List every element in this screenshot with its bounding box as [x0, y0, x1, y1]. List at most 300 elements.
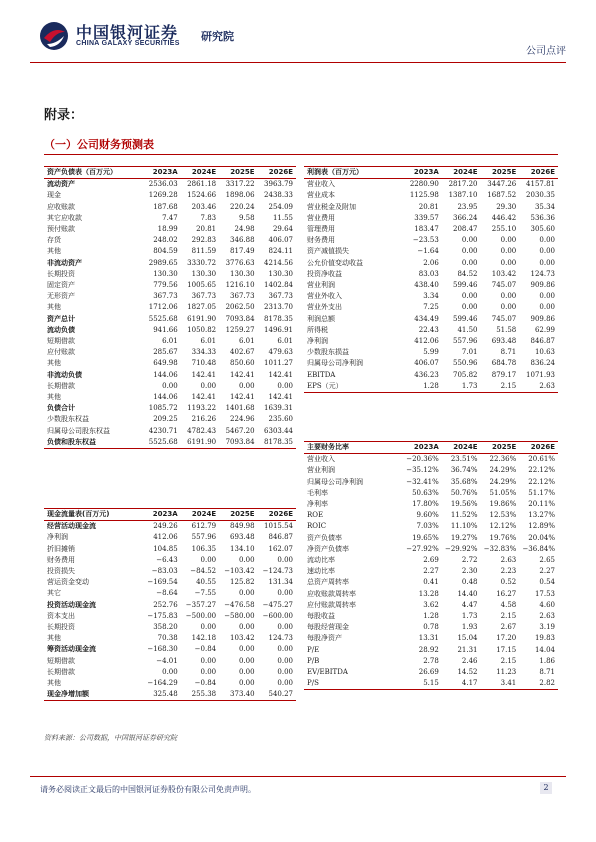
- value-cell: 17.15: [496, 645, 517, 654]
- value-cell: 612.79: [191, 522, 217, 531]
- table-row: [44, 347, 296, 358]
- year-header-cell: 2023A: [403, 167, 442, 179]
- value-cell: 4782.43: [187, 426, 217, 435]
- value-cell: 804.59: [153, 247, 178, 256]
- year-header-cell: 2025E: [219, 167, 257, 179]
- value-cell: 745.07: [491, 314, 517, 323]
- row-label-cell: 管理费用: [307, 225, 335, 234]
- year-header-cell: 2023A: [142, 167, 180, 179]
- value-cell: 0.00: [238, 656, 255, 665]
- table-row: [304, 521, 558, 532]
- row-label-cell: 投资活动现金流: [47, 600, 96, 609]
- value-cell: 0.00: [277, 645, 293, 654]
- value-cell: 0.00: [461, 247, 478, 256]
- value-cell: 2.63: [500, 556, 517, 565]
- value-cell: 3776.63: [225, 258, 255, 267]
- value-cell: 3.62: [423, 600, 439, 609]
- table-row: [44, 426, 296, 437]
- value-cell: 1.73: [442, 381, 481, 393]
- row-label-cell: 应付账款: [47, 348, 75, 357]
- value-cell: 0.00: [461, 236, 478, 245]
- value-cell: 536.36: [530, 213, 555, 222]
- table-row: [44, 202, 296, 213]
- value-cell: 3.41: [481, 678, 520, 690]
- value-cell: 134.10: [230, 544, 255, 553]
- source-note: 资料来源：公司数据，中国银河证券研究院: [44, 734, 177, 742]
- table-row: [44, 269, 296, 280]
- value-cell: 479.63: [268, 348, 293, 357]
- value-cell: −169.54: [147, 578, 178, 587]
- value-cell: 18.99: [157, 225, 178, 234]
- value-cell: 5.99: [423, 348, 439, 357]
- value-cell: 144.06: [153, 370, 178, 379]
- value-cell: −4.01: [156, 656, 178, 665]
- value-cell: −600.00: [262, 611, 293, 620]
- value-cell: 2861.18: [187, 180, 217, 189]
- value-cell: 0.00: [200, 667, 217, 676]
- table-row: [44, 381, 296, 392]
- value-cell: 130.30: [230, 269, 255, 278]
- value-cell: 19.76%: [489, 533, 517, 542]
- table-row: [304, 488, 558, 499]
- value-cell: 7.25: [423, 303, 439, 312]
- row-label-cell: 归属母公司净利润: [307, 477, 363, 486]
- value-cell: 209.25: [153, 415, 178, 424]
- table-row: [304, 190, 558, 201]
- row-label-cell: 少数股东损益: [307, 348, 349, 357]
- value-cell: 1387.10: [448, 191, 478, 200]
- value-cell: 24.98: [234, 225, 255, 234]
- value-cell: 1712.06: [148, 303, 178, 312]
- value-cell: −168.30: [147, 645, 178, 654]
- table-row: [44, 566, 296, 577]
- value-cell: 0.00: [162, 667, 178, 676]
- value-cell: 255.38: [181, 689, 219, 701]
- value-cell: 50.76%: [450, 488, 478, 497]
- value-cell: 2313.70: [264, 303, 293, 312]
- row-label-cell: 每股收益: [307, 612, 335, 621]
- value-cell: 1.28: [423, 612, 439, 621]
- value-cell: −103.42: [224, 567, 255, 576]
- row-label-cell: 净利润: [307, 337, 328, 346]
- value-cell: 2.63: [539, 612, 555, 621]
- value-cell: 334.33: [191, 348, 217, 357]
- row-label-cell: ROE: [307, 511, 324, 520]
- row-label-cell: 资产减值损失: [307, 247, 349, 256]
- value-cell: 142.41: [268, 370, 293, 379]
- value-cell: 3.19: [539, 623, 555, 632]
- value-cell: 0.00: [539, 247, 555, 256]
- value-cell: 0.00: [238, 381, 255, 390]
- year-header-cell: 2025E: [481, 442, 520, 454]
- row-label-cell: 长期借款: [47, 381, 75, 390]
- row-label-cell: 资产负债率: [307, 533, 342, 542]
- row-label-cell: 财务费用: [307, 236, 335, 245]
- table-row: [44, 577, 296, 588]
- row-label-cell: 长期借款: [47, 667, 75, 676]
- value-cell: 142.41: [268, 393, 293, 402]
- value-cell: 0.00: [277, 381, 293, 390]
- report-type-label: 公司点评: [526, 46, 566, 57]
- value-cell: 252.76: [153, 600, 178, 609]
- value-cell: 0.00: [200, 656, 217, 665]
- value-cell: 8.71: [500, 348, 517, 357]
- value-cell: 3963.79: [264, 180, 293, 189]
- table-row: [304, 358, 558, 369]
- table-row: [304, 555, 558, 566]
- value-cell: 824.11: [268, 247, 293, 256]
- value-cell: 941.66: [153, 325, 178, 334]
- value-cell: 599.46: [453, 314, 478, 323]
- row-label-cell: 营业费用: [307, 213, 335, 222]
- value-cell: 103.42: [230, 634, 255, 643]
- row-label-cell: 长期投资: [47, 623, 75, 632]
- value-cell: −476.58: [224, 600, 255, 609]
- table-row: [44, 224, 296, 235]
- table-header-row: [304, 167, 558, 179]
- value-cell: 14.04: [534, 645, 555, 654]
- table-row: [304, 678, 558, 690]
- value-cell: 11.10%: [450, 522, 478, 531]
- value-cell: 19.86%: [489, 500, 517, 509]
- row-label-cell: 投资净收益: [307, 269, 342, 278]
- table-row: [304, 269, 558, 280]
- row-label-cell: 存货: [47, 236, 61, 245]
- row-label-cell: 公允价值变动收益: [307, 258, 363, 267]
- value-cell: 367.73: [230, 292, 255, 301]
- year-header-cell: 2026E: [258, 509, 296, 521]
- value-cell: 0.00: [277, 656, 293, 665]
- value-cell: 35.68%: [450, 477, 478, 486]
- table-row: [304, 246, 558, 257]
- value-cell: 183.47: [414, 225, 439, 234]
- row-label-cell: 其他: [47, 247, 61, 256]
- table-row: [44, 280, 296, 291]
- value-cell: 4.47: [461, 600, 478, 609]
- value-cell: 358.20: [153, 623, 178, 632]
- row-label-cell: 营业成本: [307, 191, 335, 200]
- value-cell: 2.67: [500, 623, 517, 632]
- value-cell: 0.00: [461, 292, 478, 301]
- cash-flow-table: [44, 508, 296, 701]
- value-cell: 2062.50: [225, 303, 255, 312]
- value-cell: 1524.66: [187, 191, 217, 200]
- value-cell: 0.00: [238, 667, 255, 676]
- table-row: [304, 347, 558, 358]
- value-cell: 103.42: [491, 269, 517, 278]
- value-cell: 19.27%: [450, 533, 478, 542]
- value-cell: 0.00: [200, 623, 217, 632]
- value-cell: 325.48: [142, 689, 180, 701]
- row-label-cell: 营业税金及附加: [307, 202, 356, 211]
- row-label-cell: 营业外收入: [307, 292, 342, 301]
- value-cell: 1269.28: [148, 191, 178, 200]
- value-cell: −32.83%: [483, 544, 517, 553]
- row-label-cell: 所得税: [307, 325, 328, 334]
- value-cell: −124.73: [262, 567, 293, 576]
- table-row: [304, 465, 558, 476]
- value-cell: 0.00: [238, 589, 255, 598]
- value-cell: 1639.31: [264, 404, 293, 413]
- value-cell: 557.96: [453, 337, 478, 346]
- value-cell: 0.00: [277, 555, 293, 564]
- value-cell: 125.82: [230, 578, 255, 587]
- value-cell: 7.47: [162, 213, 178, 222]
- value-cell: 2.15: [500, 656, 517, 665]
- row-label-cell: 毛利率: [307, 488, 328, 497]
- value-cell: 0.00: [277, 667, 293, 676]
- row-label-cell: 归属母公司净利润: [307, 359, 363, 368]
- value-cell: −83.03: [151, 567, 178, 576]
- table-row: [44, 370, 296, 381]
- table-header-row: [304, 442, 558, 454]
- table-row: [44, 291, 296, 302]
- value-cell: 849.98: [230, 522, 255, 531]
- value-cell: 2.30: [461, 567, 478, 576]
- row-label-cell: 长期投资: [47, 269, 75, 278]
- value-cell: 8178.35: [264, 314, 293, 323]
- table-row: [304, 235, 558, 246]
- value-cell: 142.41: [191, 393, 217, 402]
- value-cell: 11.23: [496, 668, 517, 677]
- table-row: [304, 454, 558, 466]
- value-cell: 434.49: [414, 314, 439, 323]
- row-label-cell: 非流动资产: [47, 258, 82, 267]
- value-cell: 131.34: [268, 578, 293, 587]
- value-cell: 162.07: [268, 544, 293, 553]
- table-row: [304, 381, 558, 393]
- value-cell: 2989.65: [148, 258, 178, 267]
- value-cell: 366.24: [453, 213, 478, 222]
- row-label-cell: 其他: [47, 679, 61, 688]
- value-cell: 4.60: [539, 600, 555, 609]
- row-label-cell: 负债和股东权益: [44, 437, 142, 449]
- value-cell: 0.00: [500, 258, 517, 267]
- value-cell: 23.51%: [450, 455, 478, 464]
- value-cell: 2.78: [423, 656, 439, 665]
- table-row: [44, 611, 296, 622]
- value-cell: 3.34: [423, 292, 439, 301]
- value-cell: 216.26: [191, 415, 217, 424]
- value-cell: 5467.20: [225, 426, 255, 435]
- value-cell: 16.27: [496, 589, 517, 598]
- value-cell: 6.01: [238, 337, 255, 346]
- table-row: [304, 611, 558, 622]
- value-cell: 13.31: [418, 634, 439, 643]
- value-cell: 2.27: [539, 567, 555, 576]
- value-cell: 1.28: [403, 381, 442, 393]
- value-cell: 7.03%: [416, 522, 439, 531]
- table-row: [44, 555, 296, 566]
- value-cell: 846.87: [530, 337, 555, 346]
- value-cell: 1687.52: [487, 191, 517, 200]
- value-cell: 51.58: [496, 325, 517, 334]
- year-header-cell: 2026E: [258, 167, 296, 179]
- table-row: [44, 302, 296, 313]
- row-label-cell: 每股净资产: [307, 634, 342, 643]
- value-cell: 693.48: [230, 533, 255, 542]
- value-cell: 20.11%: [528, 500, 555, 509]
- value-cell: 29.64: [272, 225, 293, 234]
- row-label-cell: 少数股东权益: [47, 415, 89, 424]
- value-cell: 4.17: [442, 678, 481, 690]
- value-cell: 412.06: [153, 533, 178, 542]
- value-cell: 292.83: [191, 236, 217, 245]
- value-cell: 0.00: [500, 303, 517, 312]
- value-cell: 1071.93: [526, 370, 555, 379]
- value-cell: 850.60: [230, 359, 255, 368]
- value-cell: 909.86: [530, 314, 555, 323]
- value-cell: −84.52: [190, 567, 217, 576]
- financial-ratios-table: [304, 441, 558, 690]
- value-cell: 438.40: [414, 281, 439, 290]
- table-row: [304, 179, 558, 191]
- row-label-cell: P/S: [304, 678, 403, 690]
- year-header-cell: 2024E: [442, 442, 481, 454]
- value-cell: 142.41: [230, 393, 255, 402]
- table-row: [304, 280, 558, 291]
- table-row: [304, 577, 558, 588]
- value-cell: 4214.56: [264, 258, 293, 267]
- value-cell: 4157.81: [526, 180, 555, 189]
- row-label-cell: 其它: [47, 589, 61, 598]
- table-title-cell: 利润表（百万元）: [304, 167, 403, 179]
- page-header: [30, 18, 566, 58]
- value-cell: 14.52: [457, 668, 478, 677]
- value-cell: 2.82: [519, 678, 558, 690]
- row-label-cell: EV/EBITDA: [307, 668, 348, 677]
- value-cell: 1898.06: [225, 191, 255, 200]
- value-cell: −20.36%: [406, 455, 439, 464]
- value-cell: 811.59: [191, 247, 217, 256]
- table-row: [44, 521, 296, 533]
- table-row: [44, 358, 296, 369]
- table-title-cell: 资产负债表（百万元）: [44, 167, 142, 179]
- value-cell: −175.83: [147, 611, 178, 620]
- galaxy-logo-icon: [38, 20, 70, 52]
- value-cell: −36.84%: [522, 544, 555, 553]
- table-title-cell: 现金流量表(百万元): [44, 509, 142, 521]
- value-cell: 0.00: [162, 381, 178, 390]
- row-label-cell: 折旧摊销: [47, 544, 75, 553]
- value-cell: 540.27: [258, 689, 296, 701]
- value-cell: 70.38: [157, 634, 178, 643]
- row-label-cell: 资本支出: [47, 611, 75, 620]
- value-cell: 255.10: [491, 225, 517, 234]
- row-label-cell: 营业利润: [307, 281, 335, 290]
- value-cell: 11.55: [272, 213, 293, 222]
- value-cell: 684.78: [491, 359, 517, 368]
- value-cell: 29.30: [496, 202, 517, 211]
- value-cell: 710.48: [191, 359, 217, 368]
- table-row: [304, 314, 558, 325]
- value-cell: −6.43: [156, 555, 178, 564]
- table-row: [304, 499, 558, 510]
- value-cell: 1496.91: [264, 325, 293, 334]
- value-cell: −8.64: [156, 589, 178, 598]
- row-label-cell: 总资产周转率: [307, 578, 349, 587]
- row-label-cell: ROIC: [307, 522, 327, 531]
- value-cell: 412.06: [414, 337, 439, 346]
- table-title-cell: 主要财务比率: [304, 442, 403, 454]
- table-row: [304, 544, 558, 555]
- value-cell: 0.48: [461, 578, 478, 587]
- value-cell: 5525.68: [142, 437, 180, 449]
- row-label-cell: 流动比率: [307, 556, 335, 565]
- row-label-cell: 营运资金变动: [47, 578, 89, 587]
- table-row: [44, 656, 296, 667]
- row-label-cell: 应收账款周转率: [307, 589, 356, 598]
- value-cell: 36.74%: [450, 466, 478, 475]
- row-label-cell: 投资损失: [47, 567, 75, 576]
- row-label-cell: 非流动负债: [47, 370, 82, 379]
- value-cell: 2.46: [461, 656, 478, 665]
- value-cell: 1005.65: [187, 281, 217, 290]
- row-label-cell: 应收账款: [47, 202, 75, 211]
- value-cell: 6191.90: [181, 437, 219, 449]
- table-row: [304, 667, 558, 678]
- institute-label: 研究院: [201, 30, 234, 43]
- table-row: [304, 645, 558, 656]
- value-cell: −27.92%: [406, 544, 439, 553]
- footer-divider: [30, 776, 566, 777]
- value-cell: 1.93: [461, 623, 478, 632]
- value-cell: 19.65%: [412, 533, 439, 542]
- row-label-cell: 速动比率: [307, 567, 335, 576]
- value-cell: 50.63%: [412, 488, 439, 497]
- value-cell: 0.00: [461, 258, 478, 267]
- value-cell: 0.00: [200, 381, 217, 390]
- header-divider: [30, 62, 566, 63]
- value-cell: 0.00: [539, 236, 555, 245]
- value-cell: 12.53%: [489, 511, 517, 520]
- value-cell: 51.05%: [489, 488, 517, 497]
- value-cell: 779.56: [153, 281, 178, 290]
- table-header-row: [44, 509, 296, 521]
- value-cell: 2.69: [423, 556, 439, 565]
- table-row: [44, 644, 296, 655]
- value-cell: 23.95: [457, 202, 478, 211]
- row-label-cell: 营业收入: [307, 455, 335, 464]
- table-row: [44, 667, 296, 678]
- value-cell: 1193.22: [187, 404, 217, 413]
- value-cell: 1085.72: [148, 404, 178, 413]
- value-cell: 346.88: [230, 236, 255, 245]
- value-cell: 17.80%: [412, 500, 439, 509]
- value-cell: 909.86: [530, 281, 555, 290]
- logo-chinese-name: 中国银河证券: [76, 23, 179, 42]
- page-number: 2: [540, 782, 552, 794]
- value-cell: 12.12%: [489, 522, 517, 531]
- value-cell: 15.04: [457, 634, 478, 643]
- value-cell: 2280.90: [409, 180, 439, 189]
- year-header-cell: 2024E: [181, 167, 219, 179]
- value-cell: 62.99: [534, 325, 555, 334]
- row-label-cell: 净资产负债率: [307, 544, 349, 553]
- value-cell: 0.00: [238, 679, 255, 688]
- value-cell: 2.65: [539, 556, 555, 565]
- value-cell: 8178.35: [258, 437, 296, 449]
- table-row: [304, 633, 558, 644]
- table-row: [304, 336, 558, 347]
- table-row: [44, 633, 296, 644]
- table-header-row: [44, 167, 296, 179]
- value-cell: −357.27: [185, 600, 217, 609]
- value-cell: 402.67: [230, 348, 255, 357]
- row-label-cell: 营业外支出: [307, 303, 342, 312]
- row-label-cell: 经营活动现金流: [47, 522, 96, 531]
- value-cell: 20.81: [418, 202, 439, 211]
